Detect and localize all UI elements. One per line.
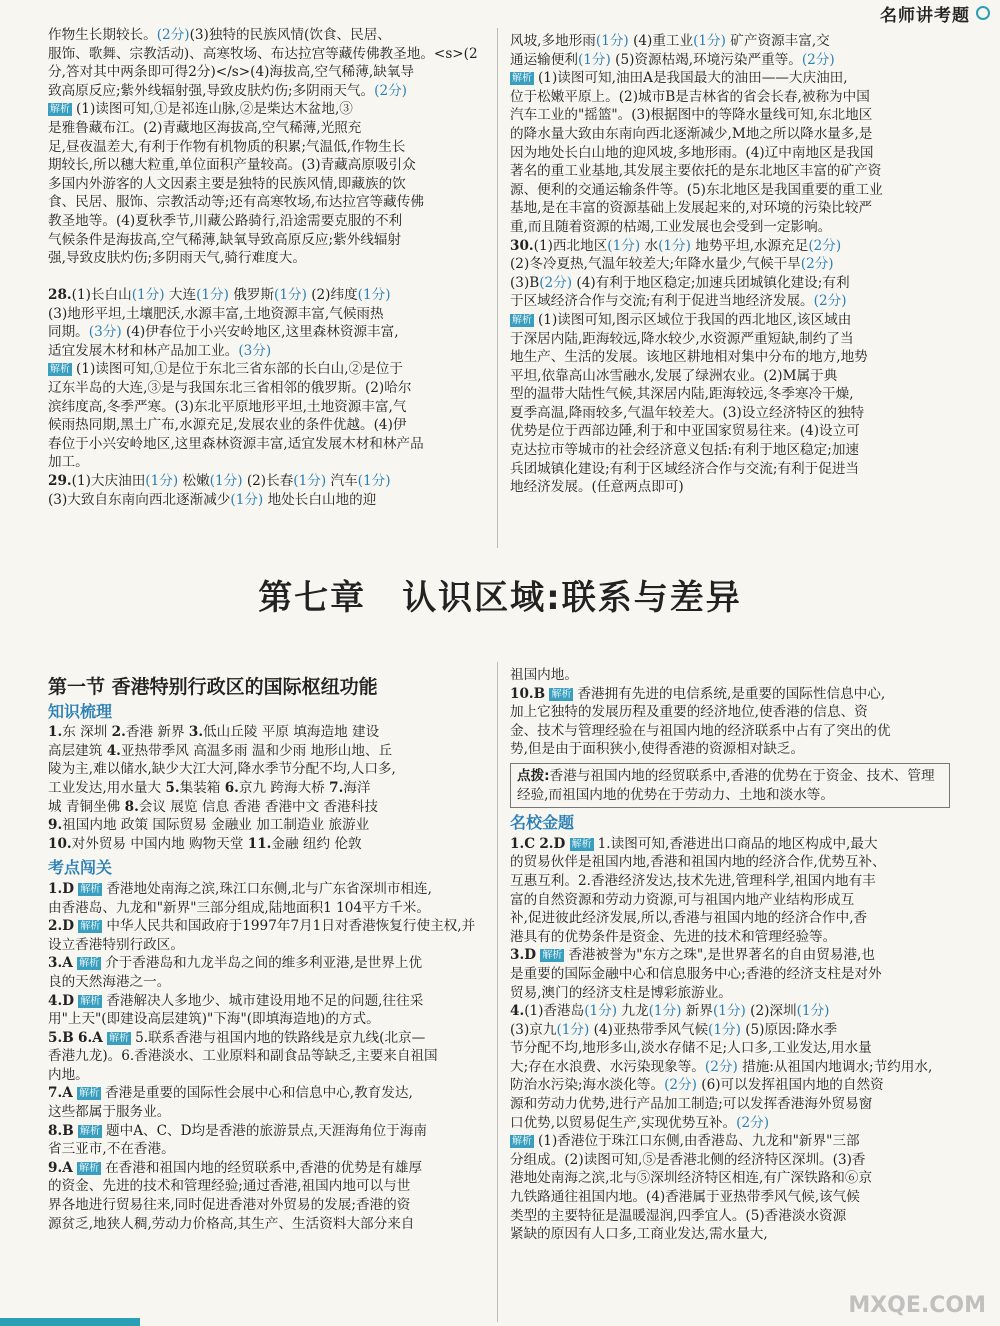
text-line: 解析 (1)读图可知,图示区域位于我国的西北地区,该区域由 [512,311,852,328]
text-line: 势,但是由于面积狭小,使得香港的资源相对缺乏。 [510,741,805,758]
text-line: (2)冬冷夏热,气温年较差大;年降水量少,气候干旱(2分) [510,256,834,273]
dianbo-text: 香港与祖国内地的经贸联系中,香港的优势在于资金、技术、管理经验,而祖国内地的优势在于劳动力、土地和淡水等。 [517,767,935,803]
text-line: 9.祖国内地 政策 国际贸易 金融业 加工制造业 旅游业 [48,817,370,834]
text-line: 的降水量大致由东南向西北逐渐减少,M地之所以降水量多,是 [510,125,873,142]
text-line: 富的自然资源和劳动力资源,可与祖国内地产业结构形成互 [510,891,855,908]
text-line: 9.A 解析 在香港和祖国内地的经贸联系中,香港的优势是有雄厚 [48,1159,423,1176]
text-line: 3.A 解析 介于香港岛和九龙半岛之间的维多利亚港,是世界上优 [48,955,423,972]
section-title: 第一节 香港特别行政区的国际枢纽功能 [48,676,378,698]
text-line: 节分配不均,地形多山,淡水存储不足;人口多,工业发达,用水量 [510,1040,872,1057]
text-line: 的贸易伙伴是祖国内地,香港和祖国内地的经济合作,优势互补、 [510,854,886,871]
kaodian-list [48,880,488,1233]
text-line: 的资金、先进的技术和管理经验;通过香港,祖国内地可以与世 [48,1178,411,1195]
text-line: 1.C 2.D 解析 1.读图可知,香港进出口商品的地区构成中,最大 [510,835,878,852]
text-line: 28.(1)长白山(1分) 大连(1分) 俄罗斯(1分) (2)纬度(1分) [48,287,391,303]
text-line: 界各地进行贸易往来,同时促进香港对外贸易的发展;香港的资 [48,1197,411,1214]
text-line: 著名的重工业基地,其发展主要依托的是东北地区丰富的矿产资 [510,163,882,180]
watermark-stamp: MXQE.COM [848,1293,986,1318]
page-corner-bar [0,1318,140,1326]
text-line: (3)大致自东南向西北逐渐减少(1分) 地处长白山地的迎 [48,491,377,508]
text-line: 汽车工业的"摇篮"。(3)根据图中的等降水量线可知,东北地区 [510,107,873,124]
text-line: 优势是位于西部边陲,利于和中亚国家贸易往来。(4)设立可 [510,423,860,440]
text-line: 城 青铜坐佛 8.会议 展览 信息 香港 香港中文 香港科技 [48,798,378,815]
text-line: 设立香港特别行政区。 [48,936,184,953]
text-line: 地生产、生活的发展。该地区耕地相对集中分布的地方,地势 [510,349,868,366]
text-line: 夏季高温,降雨较多,气温年较差大。(3)设立经济特区的独特 [510,404,865,421]
text-line: 加上它独特的发展历程及重要的经济地位,使香港的信息、资 [510,704,868,721]
text-line: 九铁路通往祖国内地。(4)香港属于亚热带季风气候,该气候 [510,1189,860,1206]
right-top-column [510,32,950,497]
text-line: 地经济发展。(任意两点即可) [510,479,684,496]
text-line: 加工。 [48,454,89,471]
text-line: 这些都属于服务业。 [48,1104,171,1121]
text-line: 是雅鲁藏布江。(2)青藏地区海拔高,空气稀薄,光照充 [48,119,362,136]
text-line: 同期。(3分) (4)伊春位于小兴安岭地区,这里森林资源丰富, [48,324,399,341]
text-line: 3.D 解析 香港被誉为"东方之珠",是世界著名的自由贸易港,也 [510,947,875,964]
page-header [880,0,990,26]
text-line: 5.B 6.A 解析 5.联系香港与祖国内地的铁路线是京九线(北京— [48,1029,426,1046]
mingxiao-heading: 名校金题 [510,813,575,833]
text-line: 类型的主要特征是温暖湿润,四季宜人。(5)香港淡水资源 [510,1207,847,1224]
text-line: 兵团城镇化建设;有利于区域经济合作与交流;有利于促进当 [510,460,860,477]
text-line: 1.东 深圳 2.香港 新界 3.低山丘陵 平原 填海造地 建设 [48,724,380,741]
right-bottom-column [510,666,950,1244]
text-line: 致高原反应;紫外线辐射强,导致皮肤灼伤;多阴雨天气。(2分) [48,82,407,99]
dianbo-box [510,763,950,808]
text-line: 省三亚市,不在香港。 [48,1141,175,1158]
text-line: 由香港岛、九龙和"新界"三部分组成,陆地面积1 104平方千米。 [48,899,430,916]
text-line: 10.对外贸易 中国内地 购物天堂 11.金融 纽约 伦敦 [48,835,362,852]
text-line: 强,导致皮肤灼伤;多阴雨天气,骑行难度大。 [48,250,306,267]
text-line: (3)地形平坦,土壤肥沃,水源丰富,土地资源丰富,气候雨热 [48,305,384,322]
text-line: 辽东半岛的大连,③是与我国东北三省相邻的俄罗斯。(2)哈尔 [48,379,412,396]
header-title: 名师讲考题 [880,5,970,26]
text-line: 适宜发展木材和林产品加工业。(3分) [48,342,272,359]
text-line: 解析 (1)读图可知,①是位于东北三省东部的长白山,②是位于 [50,361,403,378]
text-line: 是重要的国际金融中心和信息服务中心;香港的经济支柱是对外 [510,965,882,982]
text-line: 解析 (1)读图可知,油田A是我国最大的油田——大庆油田, [512,70,848,87]
text-line: 源和劳动力优势,进行产品加工制造;可以发挥香港海外贸易窗 [510,1096,873,1113]
text-line: 4.D 解析 香港解决人多地少、城市建设用地不足的问题,往往采 [48,992,424,1009]
text-line: 8.B 解析 题中A、C、D均是香港的旅游景点,天涯海角位于海南 [48,1122,427,1139]
zhishi-heading: 知识梳理 [48,701,113,721]
kaodian-heading: 考点闯关 [48,858,113,878]
text-line: 金、技术与管理经验在与祖国内地的经济联系中占有了突出的优 [510,722,891,739]
left-top-column [48,26,488,268]
mingxiao-list [510,835,950,1244]
text-line: 贸易,澳门的经济支柱是博彩旅游业。 [510,984,732,1001]
text-line: 大;存在水浪费、水污染现象等。(2分) 措施:从祖国内地调水;节约用水, [510,1058,933,1075]
text-line: 通运输便利(1分) (5)资源枯竭,环境污染严重等。(2分) [510,51,835,68]
column-divider-top [497,28,498,548]
text-line: 防治水污染;海水淡化等。(2分) (6)可以发挥祖国内地的自然资 [510,1077,884,1094]
text-line: 多国内外游客的人文因素主要是独特的民族风情,即藏族的饮 [48,175,406,192]
text-line: 解析 (1)读图可知,①是祁连山脉,②是柴达木盆地,③ [50,101,353,118]
text-line: (3)京九(1分) (4)亚热带季风气候(1分) (5)原因:降水季 [510,1021,838,1038]
left-mid-column [48,286,488,509]
text-line: 滨纬度高,冬季严寒。(3)东北平原地形平坦,土地资源丰富,气 [48,398,407,415]
text-line: 于深居内陆,距海较远,降水较少,水资源严重短缺,制约了当 [510,330,854,347]
text-line: 10.B 解析 香港拥有先进的电信系统,是重要的国际性信息中心, [510,685,886,702]
text-line: 高层建筑 4.亚热带季风 高温多雨 温和少雨 地形山地、丘 [48,742,393,759]
text-line: 祖国内地。 [510,667,578,683]
text-line: 服饰、歌舞、宗教活动)、高寒牧场、布达拉宫等藏传佛教圣地。<s>(2 [48,45,478,62]
text-line: 源、便利的交通运输条件等。(5)东北地区是我国重要的重工业 [510,181,883,198]
text-line: 食、民居、服饰、宗教活动等;还有高寒牧场,布达拉宫等藏传佛 [48,194,424,211]
column-divider-bottom [497,662,498,1322]
text-line: 于区域经济合作与交流;有利于促进当地经济发展。(2分) [510,293,847,310]
text-line: 风坡,多地形雨(1分) (4)重工业(1分) 矿产资源丰富,交 [510,33,830,49]
text-line: 陵为主,难以储水,缺少大江大河,降水季节分配不均,人口多, [48,761,396,778]
text-line: 2.D 解析 中华人民共和国政府于1997年7月1日对香港恢复行使主权,并 [48,918,476,935]
text-line: 分组成。(2)读图可知,⑤是香港北侧的经济特区深圳。(3)香 [510,1151,866,1168]
text-line: (3)B(2分) (4)有利于地区稳定;加速兵团城镇化建设;有利 [510,274,850,291]
text-line: 4.(1)香港岛(1分) 九龙(1分) 新界(1分) (2)深圳(1分) [510,1003,830,1020]
text-line: 气候条件是海拔高,空气稀薄,缺氧导致高原反应;紫外线辐射 [48,231,402,248]
text-line: 7.A 解析 香港是重要的国际性会展中心和信息中心,教育发达, [48,1085,413,1102]
text-line: 教圣地等。(4)夏秋季节,川藏公路骑行,沿途需要克服的不利 [48,212,403,229]
chapter-title: 认识区域:联系与差异 [402,578,742,618]
zhishi-list [48,723,488,853]
text-line: 1.D 解析 香港地处南海之滨,珠江口东侧,北与广东省深圳市相连, [48,880,432,897]
text-line: 位于松嫩平原上。(2)城市B是吉林省的省会长春,被称为中国 [510,88,870,105]
text-line: 分,答对其中两条即可得2分)</s>(4)海拔高,空气稀薄,缺氧导 [48,64,414,81]
text-line: 解析 (1)香港位于珠江口东侧,由香港岛、九龙和"新界"三部 [512,1133,860,1150]
right-bottom-list [510,666,950,759]
text-line: 港具有的优势条件是资金、先进的技术和管理经验等。 [510,928,837,945]
text-line: 30.(1)西北地区(1分) 水(1分) 地势平坦,水源充足(2分) [510,237,842,254]
text-line: 港地处南海之滨,北与⑤深圳经济特区相连,有广深铁路和⑥京 [510,1170,873,1187]
header-circle-icon [976,6,990,20]
dianbo-label: 点拨: [517,767,550,784]
text-line: 补,促进彼此经济发展,所以,香港与祖国内地的经济合作中,香 [510,910,868,927]
text-line: 紧缺的原因有人口多,工商业发达,需水量大, [510,1226,768,1243]
text-line: 型的温带大陆性气候,其深居内陆,距海较远,冬季寒冷干燥, [510,386,854,403]
text-line: 足,昼夜温差大,有利于作物有机物质的积累;气温低,作物生长 [48,138,406,155]
text-line: 基地,是在丰富的资源基础上发展起来的,对环境的污染比较严 [510,200,873,217]
text-line: 用"上天"(即建设高层建筑)"下海"(即填海造地)的方式。 [48,1011,380,1028]
text-line: 29.(1)大庆油田(1分) 松嫩(1分) (2)长春(1分) 汽车(1分) [48,472,391,489]
text-line: 作物生长期较长。(2分)(3)独特的民族风情(饮食、民居、 [48,27,391,43]
text-line: 工业发达,用水量大 5.集装箱 6.京九 跨海大桥 7.海洋 [48,779,371,796]
text-line: 重,而且随着资源的枯竭,工业发展也会受到一定影响。 [510,218,832,235]
text-line: 良的天然海港之一。 [48,973,171,990]
text-line: 内地。 [48,1066,89,1083]
text-line: 源贫乏,地狭人稠,劳动力价格高,其生产、生活资料大部分来自 [48,1215,415,1232]
chapter-heading [0,570,1000,619]
chapter-number: 第七章 [258,578,367,618]
text-line: 香港九龙)。6.香港淡水、工业原料和副食品等缺乏,主要来自祖国 [48,1048,438,1065]
text-line: 春位于小兴安岭地区,这里森林资源丰富,适宜发展木材和林产品 [48,435,424,452]
text-line: 平坦,依靠高山冰雪融水,发展了绿洲农业。(2)M属于典 [510,367,838,384]
text-line: 候雨热同期,黑土广布,水源充足,发展农业的条件优越。(4)伊 [48,417,407,434]
text-line: 克达拉市等城市的社会经济意义包括:有利于地区稳定;加速 [510,442,860,459]
left-bottom-column [48,678,488,1233]
text-line: 口优势,以贸易促生产,实现优势互补。(2分) [510,1114,770,1131]
text-line: 互惠互利。2.香港经济发达,技术先进,管理科学,祖国内地有丰 [510,872,876,889]
text-line: 因为地处长白山地的迎风坡,多地形雨。(4)辽中南地区是我国 [510,144,874,161]
text-line: 期较长,所以穗大粒重,单位面积产量较高。(3)青藏高原吸引众 [48,157,416,174]
